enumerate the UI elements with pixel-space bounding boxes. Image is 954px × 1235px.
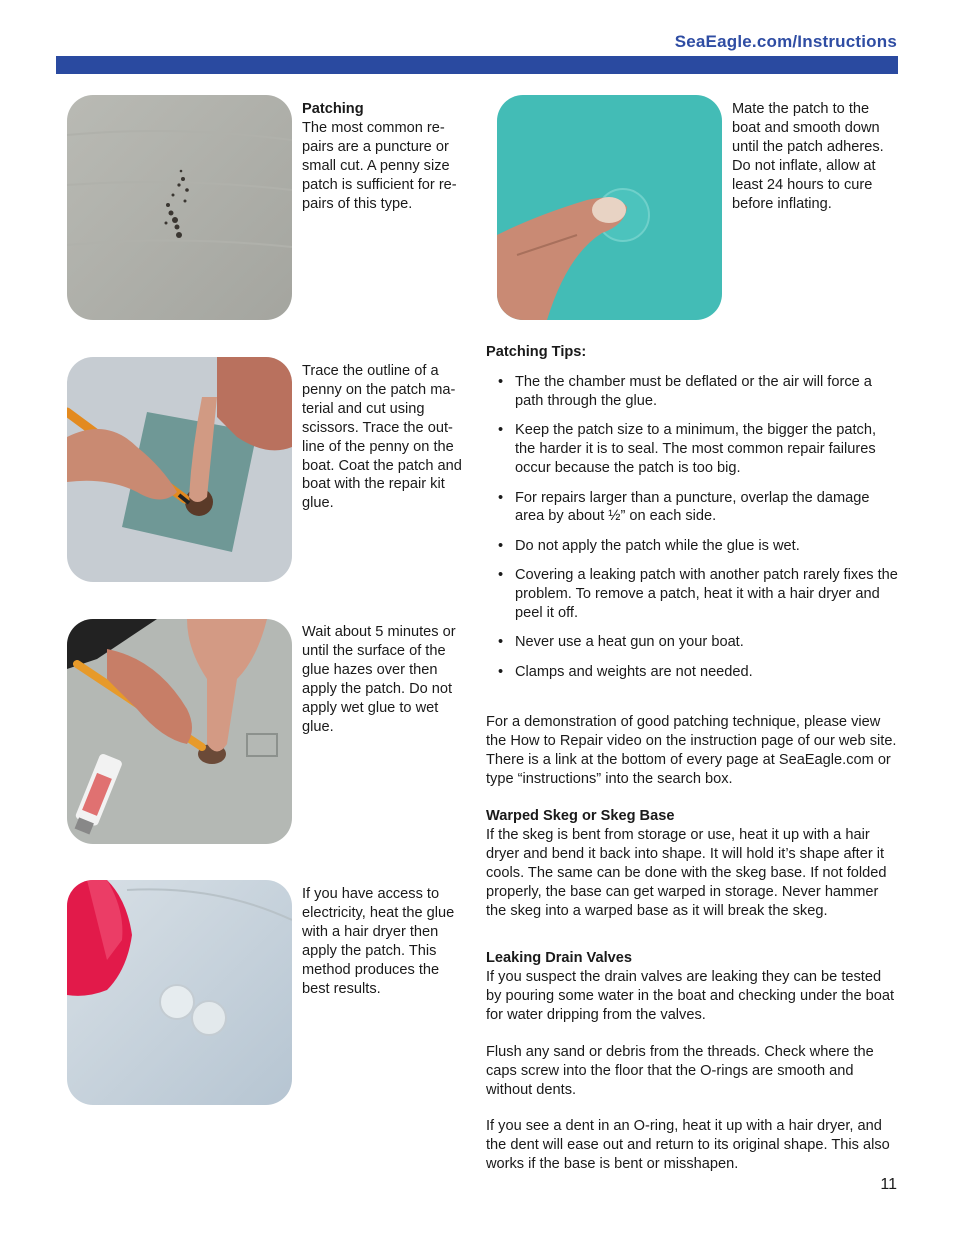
demo-paragraph: For a demonstration of good patching technique, please view the How to Repair video on the instruction page of our web site. There is a link at the bottom of every page at SeaEagle.com or type “instructions” into the search box. bbox=[486, 714, 897, 787]
step-4-text: If you have access to electricity, heat the glue with a hair dryer then apply the patch. This method produces the best results. bbox=[302, 886, 455, 997]
patching-tips-list bbox=[498, 373, 898, 692]
drain-paragraph-3: If you see a dent in an O-ring, heat it up with a hair dryer, and the dent will ease out and return to its original shape. This also works if the base is bent or misshapen. bbox=[486, 1118, 890, 1172]
apply-glue-photo bbox=[67, 619, 292, 844]
press-patch-photo bbox=[497, 95, 722, 320]
list-item: • Clamps and weights are not needed. bbox=[498, 663, 898, 682]
step-2-text: Trace the outline of a penny on the patch ma-terial and cut using scissors. Trace the out-line of the penny on the boat. Coat the patch and boat with the repair kit glue. bbox=[302, 363, 462, 512]
list-item: • For repairs larger than a puncture, overlap the damage area by about ½” on each side. bbox=[498, 489, 898, 527]
trace-penny-photo bbox=[67, 357, 292, 582]
puncture-photo bbox=[67, 95, 292, 320]
drain-title: Leaking Drain Valves bbox=[486, 950, 633, 966]
list-item: • Keep the patch size to a minimum, the bigger the patch, the harder it is to seal. The most common repair failures occur because the patch is too big. bbox=[498, 421, 898, 478]
list-item: • Never use a heat gun on your boat. bbox=[498, 633, 898, 652]
step-1-text: The most common re-pairs are a puncture or small cut. A penny size patch is sufficient for re-pairs of this type. bbox=[302, 119, 457, 212]
list-item: • Covering a leaking patch with another patch rarely fixes the problem. To remove a patch, heat it with a hair dryer and peel it off. bbox=[498, 566, 898, 623]
list-item: • Do not apply the patch while the glue is wet. bbox=[498, 537, 898, 556]
hair-dryer-photo bbox=[67, 880, 292, 1105]
list-item: • The the chamber must be deflated or the air will force a path through the glue. bbox=[498, 373, 898, 411]
skeg-title: Warped Skeg or Skeg Base bbox=[486, 808, 675, 824]
skeg-section bbox=[486, 807, 898, 920]
step-2-caption bbox=[302, 362, 470, 513]
drain-text-1: If you suspect the drain valves are leaking they can be tested by pouring some water in the boat and checking under the boat for water dripping from the valves. bbox=[486, 968, 895, 1023]
drain-paragraph-2: Flush any sand or debris from the threads. Check where the caps screw into the floor that the O-rings are smooth and without dents. bbox=[486, 1044, 874, 1098]
step-1-title: Patching bbox=[302, 101, 364, 117]
drain-section bbox=[486, 949, 898, 1025]
site-link[interactable]: SeaEagle.com/Instructions bbox=[674, 32, 897, 51]
step-5-text: Mate the patch to the boat and smooth down until the patch adheres. Do not inflate, allow at least 24 hours to cure before inflating. bbox=[732, 101, 884, 212]
step-3-text: Wait about 5 minutes or until the surface of the glue hazes over then apply the patch. Do not apply wet glue to wet glue. bbox=[302, 624, 456, 735]
header-bar bbox=[56, 56, 898, 74]
patching-tips-title: Patching Tips: bbox=[486, 344, 587, 360]
step-3-caption bbox=[302, 623, 470, 736]
page-number: 11 bbox=[880, 1176, 897, 1193]
skeg-text: If the skeg is bent from storage or use, heat it up with a hair dryer and bend it back into shape. It will hold it’s shape after it cools. The same can be done with the skeg base. If not folded properly, the base can get warped in storage. Never hammer the skeg into a warped base as it will break the skeg. bbox=[486, 826, 887, 919]
step-5-caption bbox=[732, 100, 900, 213]
step-4-caption bbox=[302, 885, 470, 998]
step-1-caption bbox=[302, 100, 470, 213]
